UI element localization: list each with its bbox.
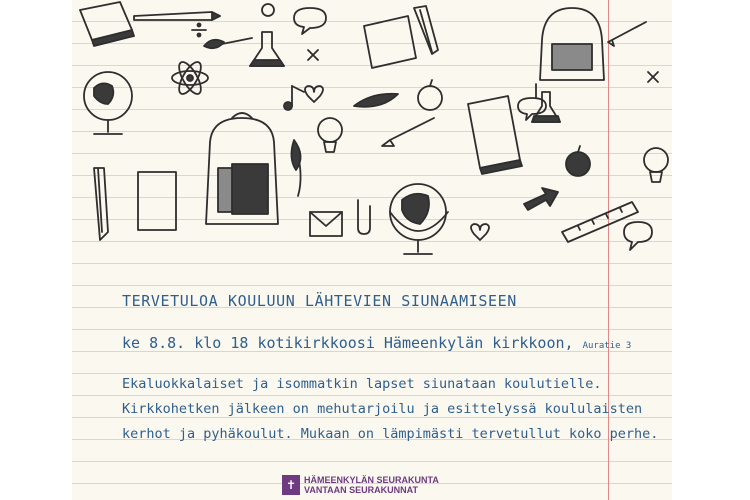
notebook-paper: [72, 0, 672, 500]
globe-icon: [84, 72, 132, 134]
lightbulb-icon-2: [644, 148, 668, 182]
book-icon-2: [468, 96, 522, 174]
paintbrush-icon: [204, 38, 252, 48]
notepad-icon-2: [138, 172, 176, 230]
music-note-icon: [284, 86, 304, 110]
pencil-icon-3: [608, 22, 646, 46]
arrow-icon: [524, 188, 558, 210]
divide-icon: [192, 24, 206, 37]
school-doodles: [72, 0, 672, 280]
cross-icon: [308, 50, 318, 60]
pencil-icon-2: [414, 6, 438, 54]
gear-icon: [262, 4, 274, 16]
paperclip-icon: [358, 200, 370, 234]
body-line-3: kerhot ja pyhäkoulut. Mukaan on lämpimästi tervetullut koko perhe.: [122, 426, 659, 442]
speech-bubble-icon: [294, 8, 326, 34]
speech-bubble-icon-3: [624, 222, 652, 250]
logo-text: [304, 475, 439, 495]
book-icon: [80, 2, 134, 46]
quill-icon: [291, 140, 300, 196]
date-text: ke 8.8. klo 18 kotikirkkoosi Hämeenkylän kirkkoon,: [122, 334, 574, 352]
fountain-pen-icon: [382, 118, 434, 146]
heart-icon: [305, 86, 323, 102]
apple-icon-2: [566, 146, 590, 176]
atom-icon: [172, 59, 208, 97]
parish-logo: [282, 474, 439, 496]
body-line-2: Kirkkohetken jälkeen on mehutarjoilu ja esittelyssä koululaisten: [122, 401, 643, 417]
envelope-icon: [310, 212, 342, 236]
paintbrush-icon-2: [354, 94, 398, 107]
headline: TERVETULOA KOULUUN LÄHTEVIEN SIUNAAMISEEN: [122, 292, 517, 310]
notepad-icon: [364, 16, 416, 68]
lightbulb-icon: [318, 118, 342, 152]
backpack-icon-2: [540, 8, 604, 80]
ruler-icon: [562, 202, 638, 242]
logo-line-1: HÄMEENKYLÄN SEURAKUNTA: [304, 475, 439, 485]
globe-icon-2: [390, 184, 448, 254]
pencil-icon-4: [94, 168, 108, 240]
backpack-icon: [206, 113, 278, 224]
date-line: [122, 334, 631, 352]
logo-line-2: VANTAAN SEURAKUNNAT: [304, 485, 418, 495]
cross-icon-2: [648, 72, 658, 82]
pencil-icon: [134, 12, 220, 20]
apple-icon: [418, 80, 442, 110]
flask-icon: [250, 32, 284, 66]
body-line-1: Ekaluokkalaiset ja isommatkin lapset siunataan koulutielle.: [122, 376, 602, 392]
invitation-body: [122, 372, 658, 447]
cross-logo-icon: ✝: [282, 475, 300, 495]
address: Auratie 3: [582, 341, 632, 351]
heart-icon-2: [471, 224, 489, 240]
